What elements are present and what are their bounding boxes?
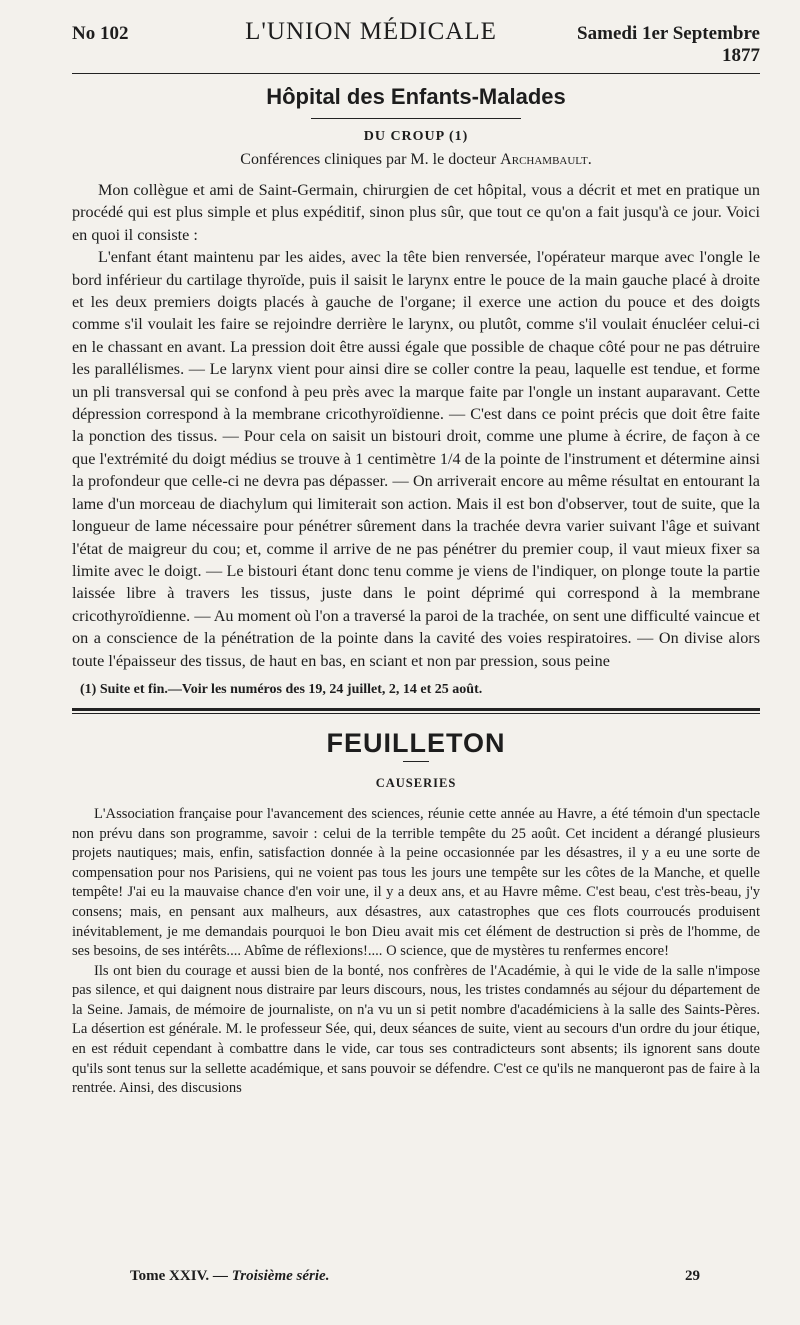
feuilleton-title: FEUILLETON <box>326 727 506 758</box>
serie-label: Troisième série. <box>231 1268 330 1284</box>
feuilleton-subtitle: CAUSERIES <box>375 775 457 790</box>
byline-prefix: Conférences cliniques par M. le docteur <box>240 151 497 168</box>
page-header <box>72 18 760 74</box>
tome-label: Tome XXIV. — <box>130 1268 228 1284</box>
title-rule <box>311 118 521 119</box>
page-number: 29 <box>685 1268 700 1284</box>
feuilleton-rule <box>72 708 760 711</box>
feuilleton-rule-thin <box>72 713 760 714</box>
feuilleton-paragraph: Ils ont bien du courage et aussi bien de la bonté, nos confrères de l'Académie, à qui le vide de la salle n'impose pas silence, et qui daignent nous distraire par leurs discours, nous, les tristes condamnés au séjour du département de la Seine. Jamais, de mémoire de journaliste, on n'a vu un si petit nombre d'académiciens à la salle des Saints-Pères. La désertion est générale. M. le professeur Sée, qui, deux séances de suite, vient au secours d'un ordre du jour étique, en est réduit cependant à combattre dans le vide, car tous ses contradicteurs sont absents; ils ignorent sans doute qu'ils sont tenus sur la sellette académique, et sans pouvoir se défendre. C'est ce qu'ils ne manqueront pas de faire à la rentrée. Ainsi, des discusions <box>72 962 760 1097</box>
footnote: (1) Suite et fin.—Voir les numéros des 19, 24 juillet, 2, 14 et 25 août. <box>80 681 483 697</box>
article-subtitle <box>72 129 760 145</box>
article-paragraph: L'enfant étant maintenu par les aides, avec la tête bien renversée, l'opérateur marque avec l'ongle le bord inférieur du cartilage thyroïde, puis il saisit le larynx entre le pouce de la main gauche placé à droite et les deux premiers doigts placés à gauche de l'organe; il exerce une action du pouce et des doigts comme s'il voulait les faire se rejoindre derrière le larynx, ou plutôt, comme s'il voulait énucléer celui-ci en le chassant en avant. La pression doit être aussi égale que possible de chaque côté pour ne pas détruire les parallélismes. — Le larynx vient pour ainsi dire se coller contre la peau, laquelle est tendue, et forme un pli transversal qui se confond à peu près avec la marque faite par l'ongle un instant auparavant. Cette dépression correspond à la membrane cricothyroïdienne. — C'est dans ce point précis que doit être faite la ponction des tissus. — Pour cela on saisit un bistouri droit, comme une plume à écrire, de façon à ce que l'extrémité du doigt médius se trouve à 1 centimètre 1/4 de la pointe de l'instrument et détermine ainsi la profondeur que celle-ci ne devra pas dépasser. — On arriverait encore au même résultat en entourant la lame d'un morceau de diachylum qui limiterait son action. Mais il est bon d'observer, tout de suite, que la longueur de lame nécessaire pour pénétrer sûrement dans la trachée devra varier suivant l'âge et suivant l'état de maigreur du cou; et, comme il arrive de ne pas pénétrer du premier coup, il vaut mieux fixer sa limite avec le doigt. — Le bistouri étant donc tenu comme je viens de l'indiquer, on plonge toute la partie laissée libre à travers les tissus, juste dans le point déprimé qui correspond à la membrane cricothyroïdienne. — Au moment où l'on a traversé la paroi de la trachée, on sent une difficulté vaincue et on a conscience de la pénétration de la pointe dans la cavité des voies respiratoires. — On divise alors toute l'épaisseur des tissus, de haut en bas, en sciant et non par pression, sous peine <box>72 248 760 670</box>
author-name: Archambault. <box>500 151 592 168</box>
issue-date: Samedi 1er Septembre 1877 <box>577 23 760 66</box>
issue-number: No 102 <box>72 23 129 44</box>
feuilleton-paragraph: L'Association française pour l'avancement des sciences, réunie cette année au Havre, a été témoin d'un spectacle non prévu dans son programme, savoir : celui de la terrible tempête du 25 août. Cet incident a dérangé plusieurs projets nautiques; mais, enfin, satisfaction donnée à la peine occasionnée par les désastres, il y a eu une sorte de compensation pour nos Parisiens, qui ne voient pas tous les jours une tempête sur les côtes de la Manche, et quelle tempête! J'ai eu la mauvaise chance d'en voir une, il y a deux ans, et au Havre même. C'est beau, c'est très-beau, j'y consens; mais, en pensant aux malheurs, aux désastres, aux catastrophes que ces flots courroucés produisent inévitablement, je me demandais pourquoi le bon Dieu avait mis cet élément de destruction si près de l'homme, de ses besoins, de ses intérêts.... Abîme de réflexions!.... O science, que de mystères tu renfermes encore! <box>72 805 760 960</box>
page-footer <box>130 1268 700 1285</box>
volume-info <box>130 1268 329 1285</box>
article-subtitle-text: DU CROUP <box>363 129 445 144</box>
feuilleton-title-rule <box>403 761 429 762</box>
feuilleton-body <box>72 805 760 1099</box>
footnote-reference: (1) <box>448 129 469 144</box>
byline <box>72 151 760 169</box>
section-title: Hôpital des Enfants-Malades <box>266 84 566 109</box>
article-paragraph: Mon collègue et ami de Saint-Germain, chirurgien de cet hôpital, vous a décrit et met en pratique un procédé qui est plus simple et plus expéditif, sinon plus sûr, que tout ce qu'on a fait jusqu'à ce jour. Voici en quoi il consiste : <box>72 181 760 244</box>
article-body <box>72 179 760 672</box>
journal-title: L'UNION MÉDICALE <box>245 18 497 45</box>
